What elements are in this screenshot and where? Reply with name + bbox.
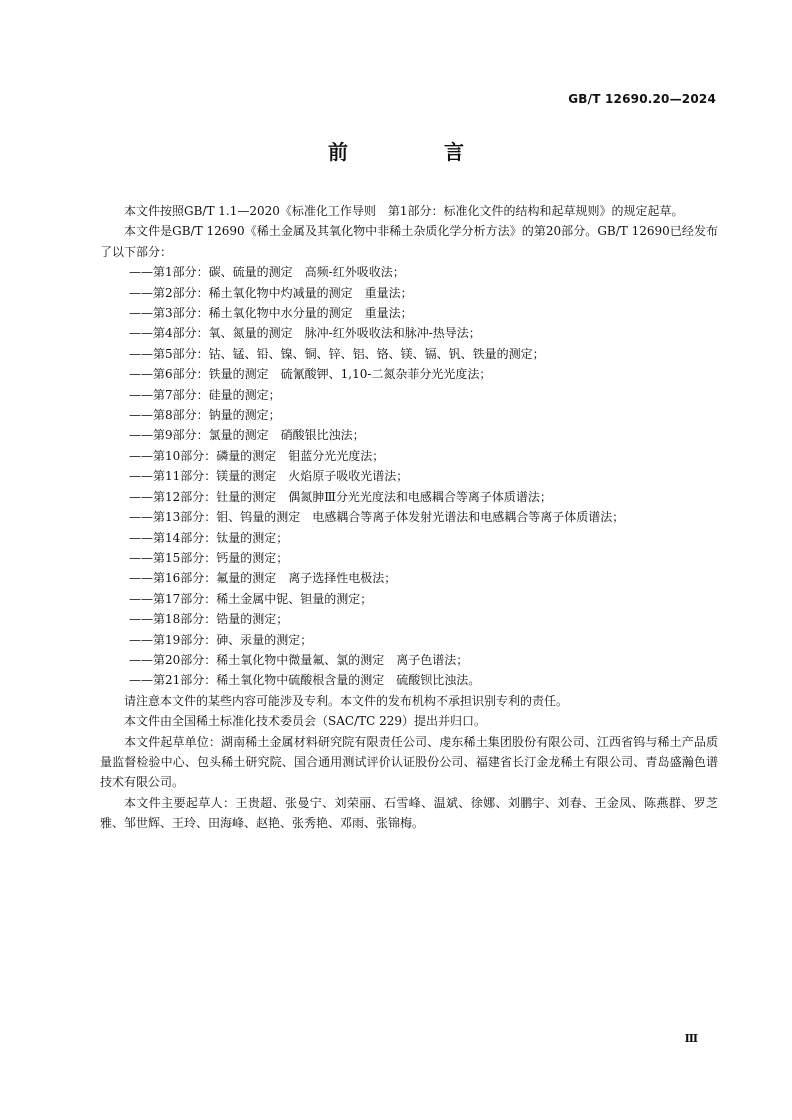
list-item: ——第5部分：钴、锰、铅、镍、铜、锌、铝、铬、镁、镉、钒、铁量的测定； bbox=[129, 346, 545, 361]
list-item: ——第18部分：锆量的测定； bbox=[129, 612, 289, 627]
list-item: ——第13部分：钼、钨量的测定 电感耦合等离子体发射光谱法和电感耦合等离子体质谱法； bbox=[129, 510, 625, 525]
page-number: Ⅲ bbox=[684, 1032, 698, 1045]
list-item: ——第20部分：稀土氧化物中微量氟、氯的测定 离子色谱法； bbox=[129, 652, 469, 667]
foreword-body bbox=[100, 201, 718, 834]
list-item: ——第3部分：稀土氧化物中水分量的测定 重量法； bbox=[129, 306, 413, 321]
drafting-units: 本文件起草单位：湖南稀土金属材料研究院有限责任公司、虔东稀土集团股份有限公司、江西省钨与稀土产品质量监督检验中心、包头稀土研究院、国合通用测试评价认证股份公司、福建省长汀金龙稀土有限公司、青岛盛瀚色谱技术有限公司。 bbox=[100, 734, 718, 790]
list-item: ——第9部分：氯量的测定 硝酸银比浊法； bbox=[129, 428, 365, 443]
committee-statement: 本文件由全国稀土标准化技术委员会（SAC/TC 229）提出并归口。 bbox=[124, 714, 487, 729]
list-item: ——第6部分：铁量的测定 硫氰酸钾、1,10-二氮杂菲分光光度法； bbox=[129, 367, 492, 382]
list-item: ——第10部分：磷量的测定 钼蓝分光光度法； bbox=[129, 448, 385, 463]
list-item: ——第17部分：稀土金属中铌、钽量的测定； bbox=[129, 591, 373, 606]
patent-notice: 请注意本文件的某些内容可能涉及专利。本文件的发布机构不承担识别专利的责任。 bbox=[124, 693, 569, 708]
intro-paragraph: 本文件是GB/T 12690《稀土金属及其氧化物中非稀土杂质化学分析方法》的第20部分。GB/T 12690已经发布了以下部分： bbox=[100, 224, 718, 259]
parts-list bbox=[100, 262, 718, 691]
standard-code: GB/T 12690.20—2024 bbox=[568, 92, 716, 106]
main-drafters: 本文件主要起草人：王贵超、张曼宁、刘荣丽、石雪峰、温斌、徐娜、刘鹏宇、刘春、王金凤、陈燕群、罗芝雅、邹世辉、王玲、田海峰、赵艳、张秀艳、邓雨、张锦梅。 bbox=[100, 795, 718, 831]
list-item: ——第8部分：钠量的测定； bbox=[129, 408, 281, 423]
list-item: ——第11部分：镁量的测定 火焰原子吸收光谱法； bbox=[129, 469, 409, 484]
list-item: ——第7部分：硅量的测定； bbox=[129, 387, 281, 402]
list-item: ——第15部分：钙量的测定； bbox=[129, 550, 289, 565]
list-item: ——第19部分：砷、汞量的测定； bbox=[129, 632, 313, 647]
list-item: ——第21部分：稀土氧化物中硫酸根含量的测定 硫酸钡比浊法。 bbox=[129, 673, 481, 688]
list-item: ——第1部分：碳、硫量的测定 高频-红外吸收法； bbox=[129, 265, 405, 280]
list-item: ——第2部分：稀土氧化物中灼减量的测定 重量法； bbox=[129, 285, 413, 300]
list-item: ——第14部分：钛量的测定； bbox=[129, 530, 289, 545]
list-item: ——第4部分：氧、氮量的测定 脉冲-红外吸收法和脉冲-热导法； bbox=[129, 326, 481, 341]
intro-paragraph: 本文件按照GB/T 1.1—2020《标准化工作导则 第1部分：标准化文件的结构和起草规则》的规定起草。 bbox=[124, 204, 684, 218]
list-item: ——第12部分：钍量的测定 偶氮胂Ⅲ分光光度法和电感耦合等离子体质谱法； bbox=[129, 489, 552, 504]
list-item: ——第16部分：氟量的测定 离子选择性电极法； bbox=[129, 571, 397, 586]
page-title: 前 言 bbox=[328, 140, 502, 164]
